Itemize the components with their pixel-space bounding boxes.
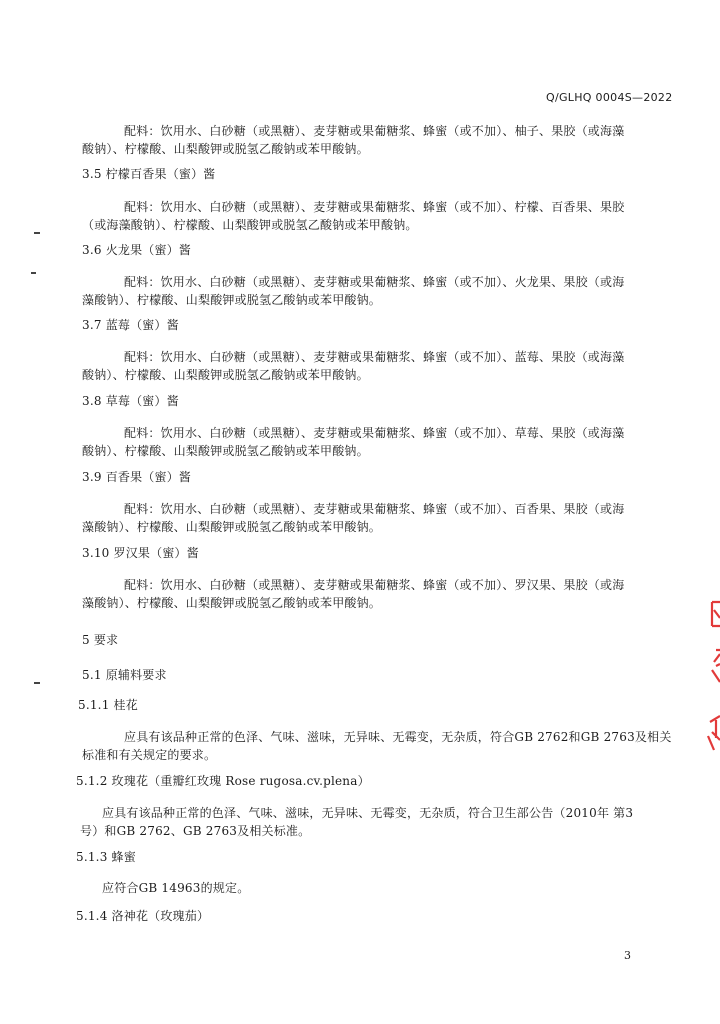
paragraph-line: 应具有该品种正常的色泽、气味、滋味，无异味、无霉变，无杂质，符合GB 2762和GB 2763及相关: [124, 730, 672, 744]
section-heading: 3.5 柠檬百香果（蜜）酱: [82, 167, 216, 181]
paragraph-line: 应具有该品种正常的色泽、气味、滋味，无异味、无霉变，无杂质，符合卫生部公告（2010年 第3: [102, 806, 634, 820]
paragraph-line: 号）和GB 2762、GB 2763及相关标准。: [80, 824, 311, 838]
paragraph-line: 配料：饮用水、白砂糖（或黑糖）、麦芽糖或果葡糖浆、蜂蜜（或不加）、草莓、果胶（或海藻: [124, 426, 625, 440]
section-heading: 3.7 蓝莓（蜜）酱: [82, 318, 179, 332]
paragraph-line: 应符合GB 14963的规定。: [102, 881, 250, 895]
subsection-heading: 5.1.4 洛神花（玫瑰茄）: [76, 909, 210, 923]
paragraph-line: 藻酸钠）、柠檬酸、山梨酸钾或脱氢乙酸钠或苯甲酸钠。: [82, 293, 382, 307]
subsection-heading: 5.1.3 蜂蜜: [76, 850, 136, 864]
red-seal-stamp: [692, 590, 720, 790]
subsection-heading: 5.1.1 桂花: [78, 698, 138, 712]
paragraph-line: 配料：饮用水、白砂糖（或黑糖）、麦芽糖或果葡糖浆、蜂蜜（或不加）、柠檬、百香果、果胶: [124, 200, 625, 214]
binding-mark: [34, 232, 40, 234]
paragraph-line: （或海藻酸钠）、柠檬酸、山梨酸钾或脱氢乙酸钠或苯甲酸钠。: [82, 218, 418, 232]
paragraph-line: 酸钠）、柠檬酸、山梨酸钾或脱氢乙酸钠或苯甲酸钠。: [82, 368, 369, 382]
chapter-heading: 5 要求: [82, 633, 119, 647]
section-heading: 3.9 百香果（蜜）酱: [82, 470, 192, 484]
section-heading: 3.8 草莓（蜜）酱: [82, 394, 179, 408]
paragraph-line: 藻酸钠）、柠檬酸、山梨酸钾或脱氢乙酸钠或苯甲酸钠。: [82, 520, 382, 534]
page-number: 3: [624, 949, 632, 962]
paragraph-line: 藻酸钠）、柠檬酸、山梨酸钾或脱氢乙酸钠或苯甲酸钠。: [82, 596, 382, 610]
subsection-heading: 5.1.2 玫瑰花（重瓣红玫瑰 Rose rugosa.cv.plena）: [76, 774, 370, 788]
binding-mark: [34, 682, 40, 684]
paragraph-line: 配料：饮用水、白砂糖（或黑糖）、麦芽糖或果葡糖浆、蜂蜜（或不加）、柚子、果胶（或海藻: [124, 124, 625, 138]
paragraph-line: 酸钠）、柠檬酸、山梨酸钾或脱氢乙酸钠或苯甲酸钠。: [82, 142, 369, 156]
paragraph-line: 配料：饮用水、白砂糖（或黑糖）、麦芽糖或果葡糖浆、蜂蜜（或不加）、蓝莓、果胶（或海藻: [124, 350, 625, 364]
paragraph-line: 配料：饮用水、白砂糖（或黑糖）、麦芽糖或果葡糖浆、蜂蜜（或不加）、火龙果、果胶（或海: [124, 275, 625, 289]
paragraph-line: 酸钠）、柠檬酸、山梨酸钾或脱氢乙酸钠或苯甲酸钠。: [82, 444, 369, 458]
section-heading: 5.1 原辅料要求: [82, 668, 167, 682]
section-heading: 3.10 罗汉果（蜜）酱: [82, 546, 199, 560]
document-code: Q/GLHQ 0004S—2022: [546, 91, 673, 104]
paragraph-line: 配料：饮用水、白砂糖（或黑糖）、麦芽糖或果葡糖浆、蜂蜜（或不加）、百香果、果胶（或海: [124, 502, 625, 516]
paragraph-line: 配料：饮用水、白砂糖（或黑糖）、麦芽糖或果葡糖浆、蜂蜜（或不加）、罗汉果、果胶（或海: [124, 578, 625, 592]
binding-mark: [31, 272, 36, 274]
paragraph-line: 标准和有关规定的要求。: [82, 748, 217, 762]
section-heading: 3.6 火龙果（蜜）酱: [82, 243, 192, 257]
